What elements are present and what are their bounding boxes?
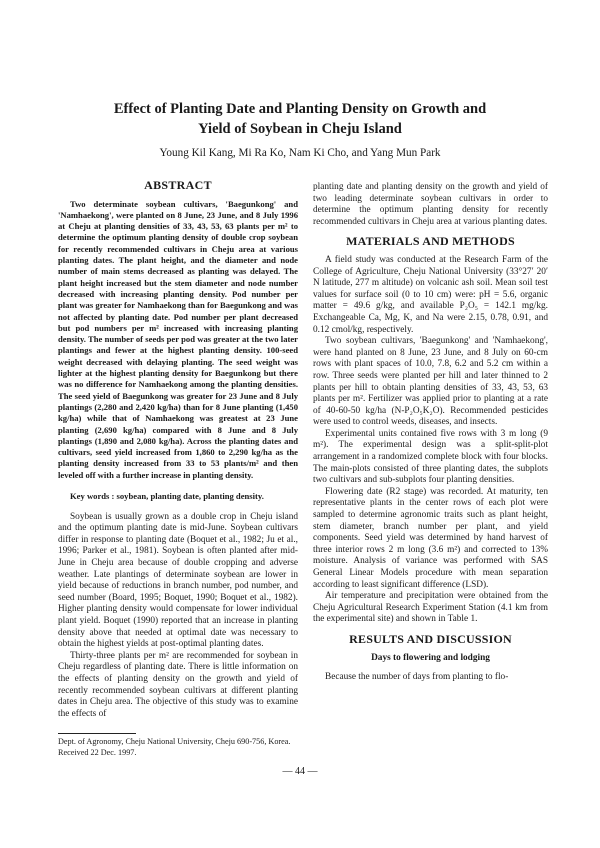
- methods-paragraph-2: Two soybean cultivars, 'Baegunkong' and 'Namhaekong', were hand planted on 8 June, 23 June, and 8 July on 60-cm rows with plant spaces of 10.0, 7.8, 6.2 and 5.2 cm within a row. Three seeds were planted per hill and later thinned to 2 plants per hill to obtain planting densities of 33, 43, 53, 63 plants per m². Fertilizer was applied prior to planting at a rate of 40-60-50 kg/ha (N-P₂O₅K₂O). Recommended pesticides were used to control weeds, diseases, and insects.: [313, 336, 548, 428]
- footnote-received: Received 22 Dec. 1997.: [58, 747, 137, 757]
- abstract-text: Two determinate soybean cultivars, 'Baegunkong' and 'Namhaekong', were planted on 8 June, 23 June, and 8 July 1996 at Cheju at planting densities of 33, 43, 53, 63 plants per m² to determine the optimum planting density of double crop soybean for recently recommended cultivars in Cheju area at various planting dates. The plant height, and the diameter and node number of main stems decreased as planting was delayed. The plant height increased but the stem diameter and node number decreased with increasing planting density. Pod number per plant was greater for Namhaekong than for Baegunkong and was not affected by planting date. Pod number per plant decreased but pod numbers per m² increased with increasing planting density. The number of seeds per pod was greater at the two later plantings and fewer at the highest planting density. 100-seed weight decreased with delaying planting. The seed weight was lighter at the highest planting density for Baegunkong but there was no difference for Namhaekong among the planting densities. The seed yield of Baegunkong was greater for 23 June and 8 July plantings (2,280 and 2,420 kg/ha) than for 8 June planting (1,450 kg/ha) while that of Namhaekong was greatest at 23 June planting (2,690 kg/ha) compared with 8 June and 8 July plantings (1,890 and 2,080 kg/ha). Across the planting dates and cultivars, seed yield increased from 1,860 to 2,290 kg/ha as the planting density increased from 33 to 53 plants/m² and then leveled off with a further increase in planting density.: [58, 198, 298, 480]
- methods-paragraph-1: A field study was conducted at the Research Farm of the College of Agriculture, Cheju National University (33°27′ 20′ N latitude, 277 m altitude) on volcanic ash soil. Mean soil test values for surface soil (0 to 10 cm) were: pH = 5.6, organic matter = 49.6 g/kg, and available P₂O₅ = 142.1 mg/kg. Exchangeable Ca, Mg, K, and Na were 2.15, 0.78, 0.91, and 0.12 cmol/kg, respectively.: [313, 254, 548, 335]
- paper-title: [60, 99, 540, 139]
- keywords: Key words : soybean, planting date, planting density.: [70, 491, 264, 502]
- title-line-2: Yield of Soybean in Cheju Island: [198, 121, 402, 137]
- footnote: [58, 737, 318, 758]
- intro-paragraph-2: Thirty-three plants per m² are recommended for soybean in Cheju regardless of planting date. There is little information on the effects of planting density on the growth and yield of recently recommended soybean cultivars at different planting dates in Cheju area. The objective of this study was to examine the effects of: [58, 650, 298, 719]
- intro-paragraph-2-continued: planting date and planting density on the growth and yield of two leading determinate soybean cultivars in order to determine the optimum planting density for recently recommended cultivars in Cheju area at various planting dates.: [313, 182, 548, 227]
- methods-paragraph-5: Air temperature and precipitation were obtained from the Cheju Agricultural Research Experiment Station (4.1 km from the experimental site) and shown in Table 1.: [313, 591, 548, 625]
- results-subheading: Days to flowering and lodging: [371, 652, 490, 663]
- methods-paragraph-4: Flowering date (R2 stage) was recorded. At maturity, ten representative plants in the center rows of each plot were sampled to determine agronomic traits such as plant height, stem diameter, branch number per plant, and yield components. Seed yield was determined by hand harvest of three interior rows 2 m long (3.6 m²) and corrected to 13% moisture. Analysis of variance was performed with SAS General Linear Models procedure with mean separation according to least significant difference (LSD).: [313, 486, 548, 590]
- right-column: [313, 182, 548, 684]
- methods-paragraph-3: Experimental units contained five rows with 3 m long (9 m²). The experimental design was a split-split-plot arrangement in a randomized complete block with four blocks. The main-plots consisted of three planting dates, the subplots two cultivars and sub-subplots four planting densities.: [313, 428, 548, 486]
- left-column: [58, 180, 298, 720]
- intro-paragraph-1: Soybean is usually grown as a double crop in Cheju island and the optimum planting date is mid-June. Soybean cultivars differ in response to planting date (Boquet et al., 1982; Ju et al., 1996; Parker et al., 1981). Soybean is often planted after mid-June in Cheju area because of double cropping and adverse weather. Late plantings of determinate soybean are lower in yield because of reductions in branch number, pod number, and seed number (Board, 1995; Boquet, 1990; Boquet et al., 1982). Higher planting density would compensate for lower individual plant yield. Boquet (1990) reported that an increase in planting density above that needed at optimal date was necessary to obtain the highest yields at post-optimal planting dates.: [58, 511, 298, 650]
- title-line-1: Effect of Planting Date and Planting Density on Growth and: [113, 101, 487, 117]
- methods-heading: MATERIALS AND METHODS: [346, 234, 515, 249]
- abstract-heading: ABSTRACT: [144, 178, 212, 192]
- author-list: Young Kil Kang, Mi Ra Ko, Nam Ki Cho, and Yang Mun Park: [159, 147, 441, 159]
- results-paragraph-1: Because the number of days from planting to flo-: [325, 672, 509, 683]
- footnote-affiliation: Dept. of Agronomy, Cheju National University, Cheju 690-756, Korea.: [58, 737, 291, 746]
- footnote-rule: [58, 733, 136, 734]
- page-number: — 44 —: [282, 766, 318, 777]
- results-heading: RESULTS AND DISCUSSION: [349, 631, 512, 646]
